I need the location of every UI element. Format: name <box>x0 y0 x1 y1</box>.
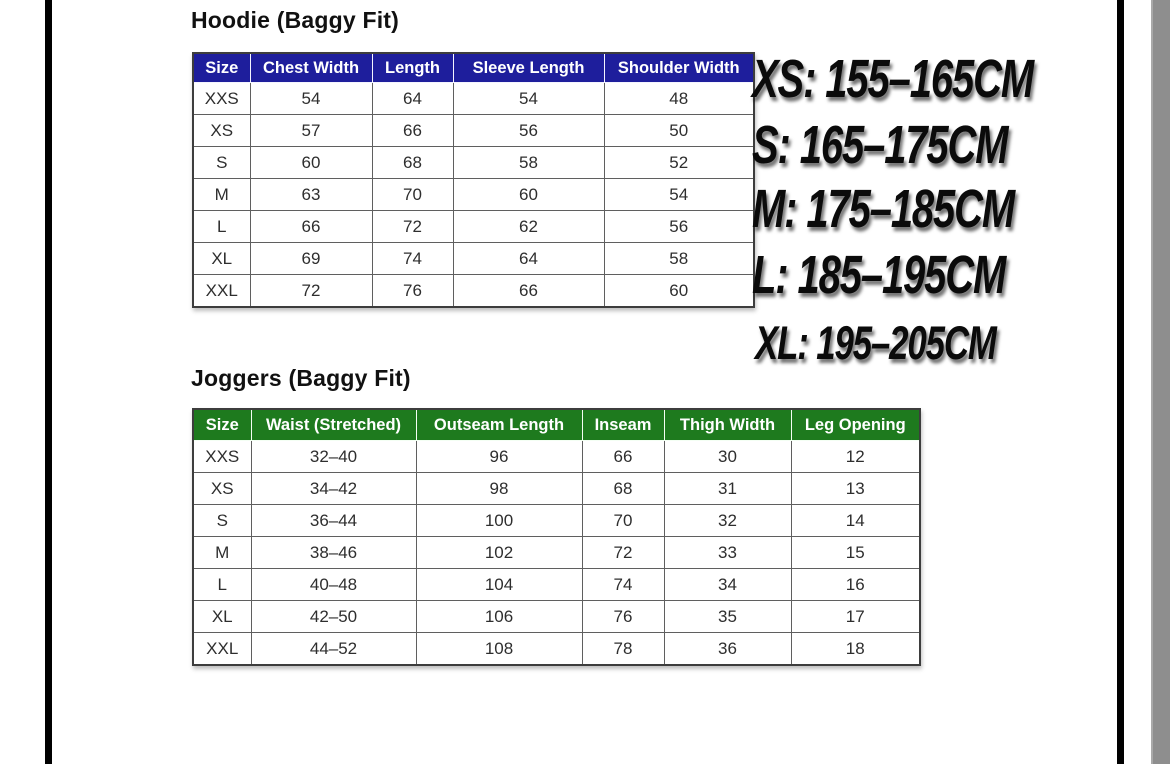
measurement-cell: 70 <box>582 505 664 537</box>
table-row <box>193 473 920 505</box>
size-cell: XXL <box>193 275 250 308</box>
size-cell: XS <box>193 473 251 505</box>
measurement-cell: 74 <box>372 243 453 275</box>
table-row <box>193 505 920 537</box>
size-cell: L <box>193 569 251 601</box>
measurement-cell: 58 <box>453 147 604 179</box>
column-header: Sleeve Length <box>453 53 604 83</box>
measurement-cell: 16 <box>791 569 920 601</box>
measurement-cell: 15 <box>791 537 920 569</box>
measurement-cell: 56 <box>604 211 754 243</box>
measurement-cell: 12 <box>791 441 920 473</box>
measurement-cell: 104 <box>416 569 582 601</box>
measurement-cell: 54 <box>250 83 372 115</box>
table-row <box>193 147 754 179</box>
measurement-cell: 76 <box>582 601 664 633</box>
measurement-cell: 35 <box>664 601 791 633</box>
measurement-cell: 58 <box>604 243 754 275</box>
size-cell: XXS <box>193 83 250 115</box>
size-cell: XS <box>193 115 250 147</box>
measurement-cell: 36 <box>664 633 791 666</box>
size-cell: S <box>193 505 251 537</box>
measurement-cell: 34–42 <box>251 473 416 505</box>
measurement-cell: 33 <box>664 537 791 569</box>
measurement-cell: 32 <box>664 505 791 537</box>
measurement-cell: 40–48 <box>251 569 416 601</box>
measurement-cell: 96 <box>416 441 582 473</box>
measurement-cell: 68 <box>372 147 453 179</box>
measurement-cell: 100 <box>416 505 582 537</box>
measurement-cell: 48 <box>604 83 754 115</box>
measurement-cell: 60 <box>604 275 754 308</box>
measurement-cell: 38–46 <box>251 537 416 569</box>
column-header: Shoulder Width <box>604 53 754 83</box>
measurement-cell: 98 <box>416 473 582 505</box>
column-header: Size <box>193 409 251 441</box>
measurement-cell: 74 <box>582 569 664 601</box>
measurement-cell: 63 <box>250 179 372 211</box>
measurement-cell: 14 <box>791 505 920 537</box>
size-cell: M <box>193 537 251 569</box>
height-range-xs: XS: 155–165CM <box>752 49 1034 109</box>
size-cell: L <box>193 211 250 243</box>
table-row <box>193 83 754 115</box>
column-header: Outseam Length <box>416 409 582 441</box>
measurement-cell: 60 <box>453 179 604 211</box>
size-cell: XL <box>193 601 251 633</box>
measurement-cell: 69 <box>250 243 372 275</box>
size-cell: XXS <box>193 441 251 473</box>
left-frame-bar <box>45 0 52 764</box>
measurement-cell: 13 <box>791 473 920 505</box>
measurement-cell: 42–50 <box>251 601 416 633</box>
table-row <box>193 633 920 666</box>
measurement-cell: 34 <box>664 569 791 601</box>
column-header: Chest Width <box>250 53 372 83</box>
measurement-cell: 62 <box>453 211 604 243</box>
right-frame-bar <box>1117 0 1124 764</box>
table-row <box>193 179 754 211</box>
height-range-s: S: 165–175CM <box>752 115 1008 175</box>
measurement-cell: 68 <box>582 473 664 505</box>
size-cell: M <box>193 179 250 211</box>
table-row <box>193 211 754 243</box>
measurement-cell: 70 <box>372 179 453 211</box>
measurement-cell: 60 <box>250 147 372 179</box>
header-row <box>193 409 920 441</box>
hoodie-size-table <box>192 52 755 308</box>
size-cell: S <box>193 147 250 179</box>
measurement-cell: 36–44 <box>251 505 416 537</box>
measurement-cell: 44–52 <box>251 633 416 666</box>
measurement-cell: 72 <box>372 211 453 243</box>
header-row <box>193 53 754 83</box>
table-row <box>193 537 920 569</box>
column-header: Waist (Stretched) <box>251 409 416 441</box>
measurement-cell: 56 <box>453 115 604 147</box>
joggers-size-table <box>192 408 921 666</box>
table-row <box>193 601 920 633</box>
measurement-cell: 72 <box>250 275 372 308</box>
column-header: Leg Opening <box>791 409 920 441</box>
table-row <box>193 115 754 147</box>
measurement-cell: 66 <box>453 275 604 308</box>
table-row <box>193 441 920 473</box>
size-cell: XXL <box>193 633 251 666</box>
column-header: Size <box>193 53 250 83</box>
height-range-l: L: 185–195CM <box>752 245 1006 305</box>
column-header: Length <box>372 53 453 83</box>
measurement-cell: 66 <box>582 441 664 473</box>
measurement-cell: 17 <box>791 601 920 633</box>
scrollbar[interactable] <box>1151 0 1170 764</box>
measurement-cell: 106 <box>416 601 582 633</box>
measurement-cell: 72 <box>582 537 664 569</box>
measurement-cell: 30 <box>664 441 791 473</box>
joggers-section-title: Joggers (Baggy Fit) <box>191 365 411 391</box>
hoodie-section-title: Hoodie (Baggy Fit) <box>191 7 400 33</box>
measurement-cell: 57 <box>250 115 372 147</box>
measurement-cell: 52 <box>604 147 754 179</box>
column-header: Inseam <box>582 409 664 441</box>
measurement-cell: 18 <box>791 633 920 666</box>
measurement-cell: 50 <box>604 115 754 147</box>
measurement-cell: 64 <box>453 243 604 275</box>
measurement-cell: 32–40 <box>251 441 416 473</box>
measurement-cell: 54 <box>453 83 604 115</box>
measurement-cell: 76 <box>372 275 453 308</box>
measurement-cell: 31 <box>664 473 791 505</box>
measurement-cell: 102 <box>416 537 582 569</box>
table-row <box>193 275 754 308</box>
measurement-cell: 66 <box>250 211 372 243</box>
measurement-cell: 54 <box>604 179 754 211</box>
height-range-xl: XL: 195–205CM <box>755 316 996 369</box>
measurement-cell: 108 <box>416 633 582 666</box>
height-range-m: M: 175–185CM <box>752 179 1015 239</box>
table-row <box>193 243 754 275</box>
measurement-cell: 78 <box>582 633 664 666</box>
size-cell: XL <box>193 243 250 275</box>
measurement-cell: 66 <box>372 115 453 147</box>
table-row <box>193 569 920 601</box>
column-header: Thigh Width <box>664 409 791 441</box>
measurement-cell: 64 <box>372 83 453 115</box>
